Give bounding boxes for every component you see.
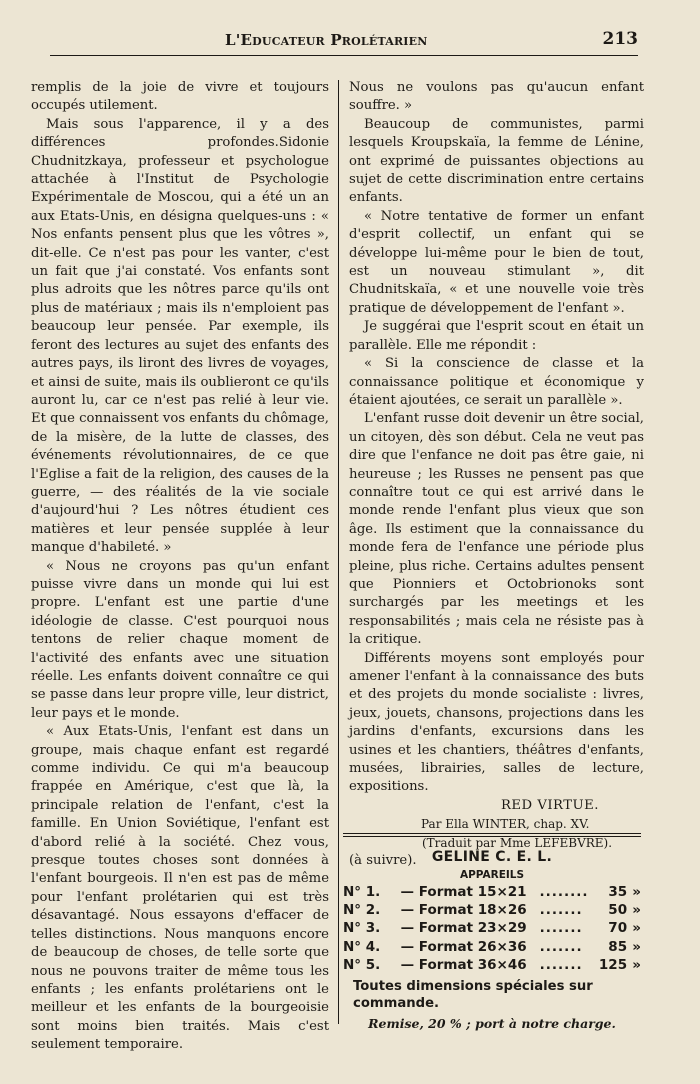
row-unit: » xyxy=(632,938,641,955)
row-unit: » xyxy=(632,920,641,937)
row-format: — Format 26×36 xyxy=(400,938,527,955)
row-number: N° 4. xyxy=(343,938,381,955)
row-format: — Format 18×26 xyxy=(400,902,527,919)
price-row xyxy=(343,938,641,956)
row-leader: ....... xyxy=(539,956,583,973)
paragraph: « Aux Etats-Unis, l'enfant est dans un groupe, mais chaque enfant est regardé comme individu. Ce qui m'a beaucoup frappée en Amérique, c'est que là, la principale relation de l'enfant, c'est la famille. En Union Soviétique, l'enfant est d'abord relié à la société. Chez vous, presque toutes choses sont données à l'enfant bourgeois. Il n'en est pas de même pour l'enfant prolétarien qui est très désavantagé. Nous essayons d'effacer de telles distinctions. Nous manquons encore de beaucoup de choses, de telle sorte que nous ne pouvons traiter de même tous les enfants ; les enfants prolétariens ont le meilleur et les enfants de la bourgeoisie sont moins bien traités. Mais c'est seulement temporaire. xyxy=(31,724,329,1053)
row-number: N° 2. xyxy=(343,902,381,919)
ad-discount: Remise, 20 % ; port à notre charge. xyxy=(368,1015,616,1031)
paragraph: Je suggérai que l'esprit scout en était un parallèle. Elle me répondit : xyxy=(349,319,644,353)
row-price: 35 xyxy=(608,884,628,901)
continued-note: (à suivre). xyxy=(349,853,417,869)
signature-translator: (Traduit par Mme LEFEBVRE). xyxy=(422,835,613,850)
ad-note: Toutes dimensions spéciales sur commande. xyxy=(353,978,593,1011)
row-number: N° 5. xyxy=(343,956,381,973)
row-price: 125 xyxy=(598,956,628,973)
price-row xyxy=(343,956,641,974)
paragraph: Nous ne voulons pas qu'aucun enfant souffre. » xyxy=(349,80,644,114)
row-number: N° 3. xyxy=(343,920,381,937)
column-divider xyxy=(338,80,339,1024)
paragraph: L'enfant russe doit devenir un être social, un citoyen, dès son début. Cela ne veut pas dire que l'enfance ne doit pas être gaie, ni heureuse ; les Russes ne pensent pas que connaître tout ce qui est arrivé dans le monde rende l'enfant plus vieux que son âge. Ils estiment que la connaissance du monde fera de l'enfance une période plus pleine, plus riche. Certains adultes pensent que Pionniers et Octobrionoks sont surchargés par les meetings et les responsabilités ; mais cela ne résiste pas à la critique. xyxy=(349,411,644,648)
paragraph: remplis de la joie de vivre et toujours occupés utilement. xyxy=(31,80,329,114)
row-leader: ....... xyxy=(539,938,583,955)
ad-title: GELINE C. E. L. xyxy=(431,849,553,865)
price-row xyxy=(343,919,641,937)
page-number: 213 xyxy=(602,29,638,49)
signature-author: Par Ella WINTER, chap. XV. xyxy=(421,817,590,832)
paragraph: Différents moyens sont employés pour amener l'enfant à la connaissance des buts et des projets du monde socialiste : livres, jeux, jouets, chansons, projections dans les jardins d'enfants, excursions dans les usines et les chantiers, théâtres d'enfants, musées, librairies, salles de lecture, expositions. xyxy=(349,650,644,795)
row-leader: ....... xyxy=(539,902,583,919)
row-unit: » xyxy=(632,956,641,973)
row-number: N° 1. xyxy=(343,884,381,901)
signature-title: RED VIRTUE. xyxy=(501,797,599,813)
row-unit: » xyxy=(632,884,642,901)
paragraph: Mais sous l'apparence, il y a des différences profondes.Sidonie Chudnitzkaya, professeur et psychologue attachée à l'Institut de Psychologie Expérimentale de Moscou, qui a été un an aux Etats-Unis, en désigna quelques-uns : « Nos enfants pensent plus que les vôtres », dit-elle. Ce n'est pas pour les vanter, c'est un fait que j'ai constaté. Vos enfants sont plus adroits que les nôtres parce qu'ils ont plus de matériaux ; mais ils n'emploient pas beaucoup leur pensée. Par exemple, ils feront des lectures au sujet des enfants des autres pays, ils liront des livres de voyages, et ainsi de suite, mais ils oublieront ce qu'ils auront lu, car ce n'est pas relié à leur vie. Et que connaissent vos enfants du chômage, de la misère, de la lutte de classes, des événements révolutionnaires, de ce que l'Eglise a fait de la religion, des causes de la guerre, — des réalités de la vie sociale d'aujourd'hui ? Les nôtres étudient ces matières et leur pensée supplée à leur manque d'habileté. » xyxy=(31,116,329,556)
price-row xyxy=(343,883,641,901)
paragraph: « Notre tentative de former un enfant d'esprit collectif, un enfant qui se développe lui-même pour le bien de tout, est un nouveau stimulant », dit Chudnitskaïa, « et une nouvelle voie très pratique de développement de l'enfant ». xyxy=(349,208,644,316)
row-format: — Format 15×21 xyxy=(400,884,527,901)
advertisement-box xyxy=(343,833,641,1031)
right-column xyxy=(349,79,644,870)
price-row xyxy=(343,901,641,919)
row-price: 50 xyxy=(608,902,628,919)
row-price: 85 xyxy=(608,938,628,955)
row-leader: ........ xyxy=(539,884,589,901)
paragraph: « Nous ne croyons pas qu'un enfant puisse vivre dans un monde qui lui est propre. L'enfant est une partie d'une idéologie de classe. C'est pourquoi nous tentons de relier chaque moment de l'activité des enfants avec une situation réelle. Les enfants doivent connaître ce qui se passe dans leur propre ville, leur district, leur pays et le monde. xyxy=(31,558,329,721)
journal-title: L'Educateur Prolétarien xyxy=(225,31,428,49)
row-format: — Format 36×46 xyxy=(400,956,527,973)
page-header xyxy=(50,28,638,56)
ad-subtitle: APPAREILS xyxy=(459,869,525,881)
paragraph: « Si la conscience de classe et la connaissance politique et économique y étaient ajoutées, ce serait un parallèle ». xyxy=(349,356,644,408)
row-unit: » xyxy=(632,902,641,919)
left-column xyxy=(31,79,329,1055)
row-format: — Format 23×29 xyxy=(400,920,527,937)
paragraph: Beaucoup de communistes, parmi lesquels Kroupskaïa, la femme de Lénine, ont exprimé de puissantes objections au sujet de cette discrimination entre certains enfants. xyxy=(349,116,644,206)
row-leader: ....... xyxy=(539,920,583,937)
row-price: 70 xyxy=(608,920,628,937)
